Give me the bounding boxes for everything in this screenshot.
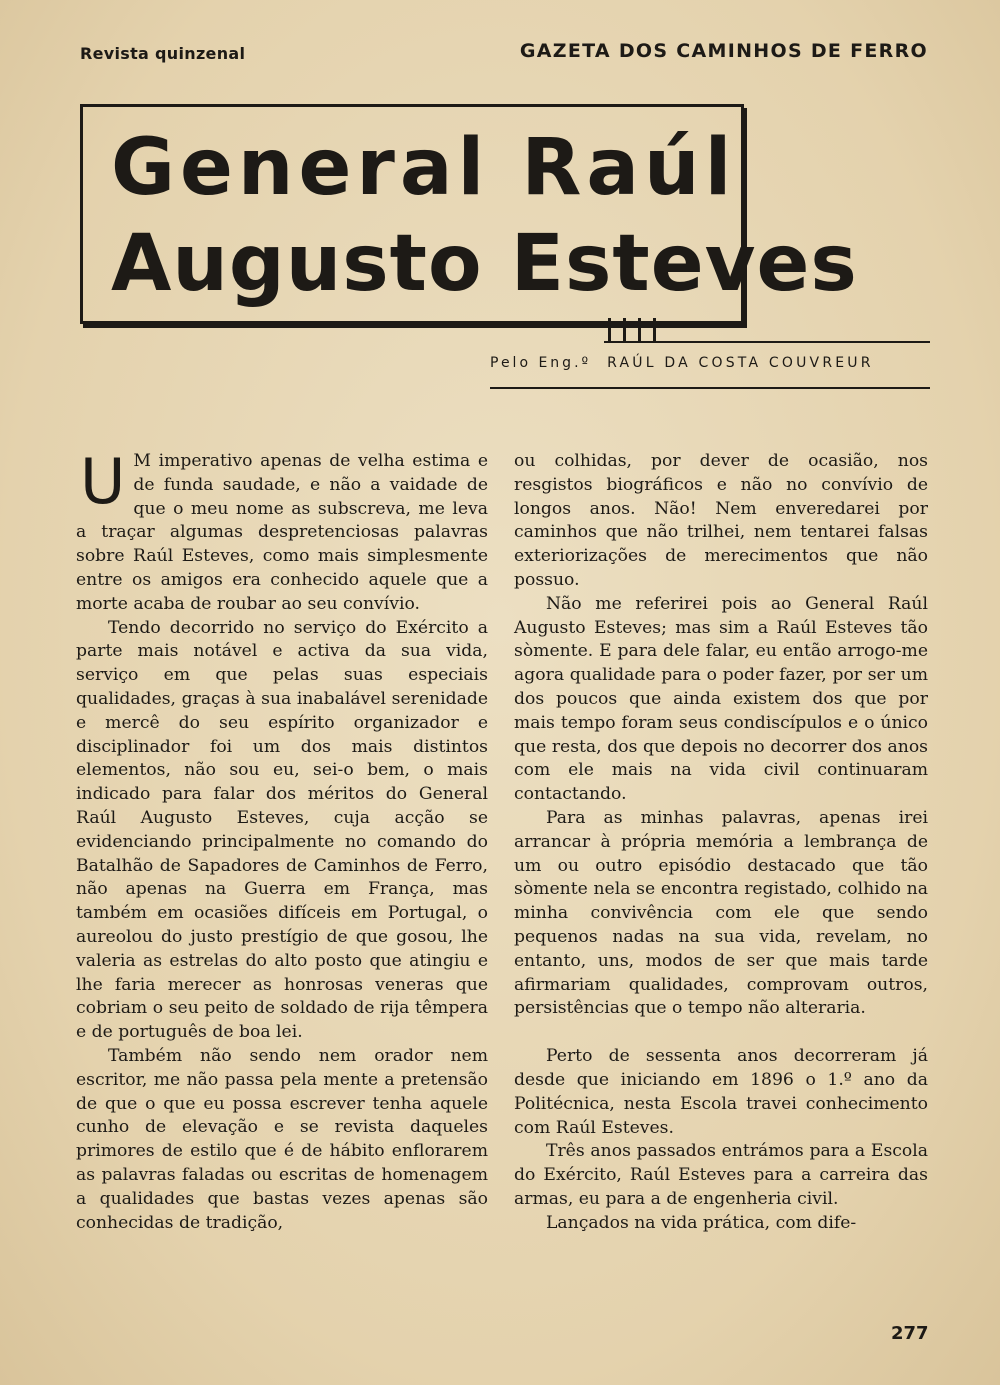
tick-mark [653,318,656,342]
article-paragraph: Tendo decorrido no serviço do Exército a parte mais notável e activa da sua vida, serviço em que pelas suas especiais qualidades, graças à sua inabalável serenidade e mercê do seu espírito organizador e disciplinador foi um dos mais distintos elementos, não sou eu, sei-o bem, o mais indicado para falar dos méritos do General Raúl Augusto Esteves, cuja acção se evidenciando principalmente no comando do Batalhão de Sapadores de Caminhos de Ferro, não apenas na Guerra em França, mas também em ocasiões difíceis em Portugal, o aureolou do justo prestígio de que gosou, lhe valeria as estrelas do alto posto que atingiu e lhe faria merecer as honrosas veneras que cobriam o seu peito de soldado de rija têmpera e de português de boa lei. [76,617,488,1043]
article-paragraph [76,445,488,617]
title-frame [80,104,858,324]
byline [490,355,874,371]
page-number: 277 [891,1323,929,1344]
article-paragraph: Três anos passados entrámos para a Escola do Exército, Raúl Esteves para a carreira das armas, eu para a de engenheria civil. [514,1141,928,1209]
byline-top-rule [656,341,930,343]
byline-prefix: Pelo Eng.º [490,355,592,371]
ticks-base-rule [604,341,658,343]
header-publication-title: GAZETA DOS CAMINHOS DE FERRO [519,40,928,62]
drop-cap-letter: U [80,445,126,518]
byline-bottom-rule [490,387,930,389]
drop-cap [80,445,126,518]
decorative-ticks [608,318,656,342]
article-paragraph: Não me referirei pois ao General Raúl Augusto Esteves; mas sim a Raúl Esteves tão sòmente. E para dele falar, eu então arrogo-me agora qualidade para o poder fazer, por ser um dos poucos que ainda existem dos que por mais tempo foram seus condiscípulos e o único que resta, dos que depois no decorrer dos anos com ele mais na vida civil continuaram contactando. [514,593,928,805]
header-publication-frequency: Revista quinzenal [80,44,246,63]
tick-mark [638,318,641,342]
article-paragraph: Para as minhas palavras, apenas irei arrancar à própria memória a lembrança de um ou outro episódio destacado que tão sòmente nela se encontra registado, colhido na minha convivência com ele que sendo pequenos nadas na sua vida, revelam, no entanto, uns, modos de ser que mais tarde afirmariam qualidades, comprovam outros, persistências que o tempo não alteraria. [514,807,928,1019]
article-title-line-1: General Raúl [111,123,737,213]
article-paragraph: Perto de sessenta anos decorreram já desde que iniciando em 1896 o 1.º ano da Politécnica, nesta Escola travei conhecimento com Raúl Esteves. [514,1046,928,1138]
article-paragraph: Também não sendo nem orador nem escritor, me não passa pela mente a pretensão de que o que eu possa escrever tenha aquele cunho de elevação e se revista daqueles primores de estilo que é de hábito enflorarem as palavras faladas ou escritas de homenagem a qualidades que bastas vezes apenas são conhecidas de tradição, [76,1045,488,1233]
byline-author: RAÚL DA COSTA COUVREUR [607,355,874,371]
tick-mark [608,318,611,342]
article-title-line-2: Augusto Esteves [111,219,858,309]
article-column-right [514,450,928,1236]
paragraph-text: M imperativo apenas de velha estima e de funda saudade, e não a vaidade de que o meu nome as subscreva, me leva a traçar algumas despretenciosas palavras sobre Raúl Esteves, como mais simplesmente entre os amigos era conhecido aquele que a morte acaba de roubar ao seu convívio. [76,451,488,614]
article-paragraph: ou colhidas, por dever de ocasião, nos resgistos biográficos e não no convívio de longos anos. Não! Nem enveredarei por caminhos que não trilhei, nem tentarei falsas exteriorizações de merecimentos que não possuo. [514,451,928,590]
article-paragraph: Lançados na vida prática, com dife- [546,1212,857,1233]
article-column-left [76,445,488,1235]
tick-mark [623,318,626,342]
